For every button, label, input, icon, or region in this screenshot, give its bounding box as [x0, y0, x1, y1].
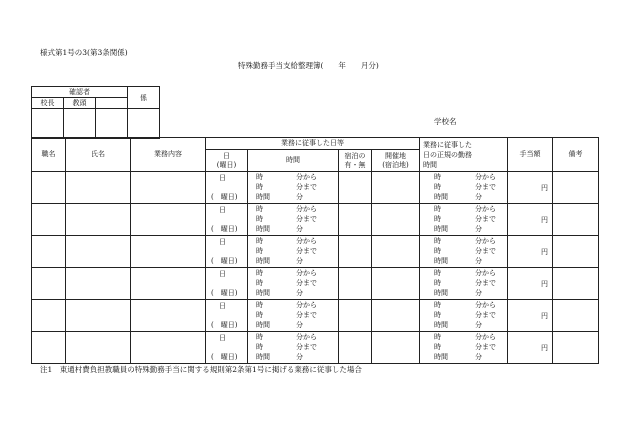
hour-label: 時: [434, 269, 441, 277]
duration-hours-label: 時間: [434, 193, 448, 201]
name-cell[interactable]: [66, 300, 131, 332]
header-overnight-line1: 宿泊の: [344, 151, 366, 160]
allowance-cell[interactable]: [508, 172, 553, 204]
position-cell[interactable]: [32, 204, 66, 236]
remarks-cell[interactable]: [553, 300, 599, 332]
hour-label: 時: [256, 205, 263, 213]
duration-hours-label: 時間: [434, 353, 448, 361]
position-cell[interactable]: [32, 268, 66, 300]
allowance-cell[interactable]: [508, 204, 553, 236]
from-label: 分から: [296, 237, 317, 245]
duration-minutes-label: 分: [296, 289, 303, 297]
date-cell[interactable]: [206, 300, 248, 332]
extra-stamp-cell[interactable]: [96, 109, 128, 139]
hour-label: 時: [256, 215, 263, 223]
day-label: 日: [219, 270, 226, 278]
duration-minutes-label: 分: [296, 353, 303, 361]
duration-hours-label: 時間: [256, 257, 270, 265]
duration-minutes-label: 分: [296, 257, 303, 265]
to-label: 分まで: [475, 183, 496, 191]
header-engaged-group: 業務に従事した日等: [206, 138, 420, 150]
time-cell[interactable]: [248, 332, 339, 364]
time-cell[interactable]: [248, 172, 339, 204]
position-cell[interactable]: [32, 300, 66, 332]
from-label: 分から: [475, 269, 496, 277]
overnight-cell[interactable]: [339, 268, 372, 300]
day-label: 日: [219, 206, 226, 214]
time-cell[interactable]: [248, 300, 339, 332]
from-label: 分から: [475, 333, 496, 341]
remarks-cell[interactable]: [553, 268, 599, 300]
name-cell[interactable]: [66, 204, 131, 236]
to-label: 分まで: [296, 215, 317, 223]
to-label: 分まで: [296, 183, 317, 191]
regular-hours-cell[interactable]: [420, 236, 508, 268]
hour-label: 時: [256, 343, 263, 351]
table-row: [32, 204, 599, 236]
weekday-label: ( 曜日): [211, 353, 238, 361]
duration-hours-label: 時間: [256, 225, 270, 233]
form-number: 様式第1号の3(第3条関係): [40, 48, 128, 57]
header-time: 時間: [248, 150, 339, 172]
venue-cell[interactable]: [372, 236, 420, 268]
table-row: [32, 332, 599, 364]
duty-cell[interactable]: [131, 300, 206, 332]
duration-hours-label: 時間: [434, 257, 448, 265]
duration-hours-label: 時間: [434, 289, 448, 297]
to-label: 分まで: [475, 311, 496, 319]
header-regular-line1: 業務に従事した: [423, 140, 472, 149]
allowance-cell[interactable]: [508, 268, 553, 300]
time-cell[interactable]: [248, 268, 339, 300]
allowance-cell[interactable]: [508, 300, 553, 332]
name-cell[interactable]: [66, 172, 131, 204]
regular-hours-cell[interactable]: [420, 172, 508, 204]
weekday-label: ( 曜日): [211, 193, 238, 201]
time-cell[interactable]: [248, 236, 339, 268]
venue-cell[interactable]: [372, 172, 420, 204]
hour-label: 時: [434, 301, 441, 309]
to-label: 分まで: [475, 247, 496, 255]
head-teacher-label: 教頭: [64, 98, 96, 109]
date-cell[interactable]: [206, 236, 248, 268]
principal-stamp-cell[interactable]: [32, 109, 64, 139]
yen-label: 円: [541, 215, 548, 224]
venue-cell[interactable]: [372, 268, 420, 300]
remarks-cell[interactable]: [553, 172, 599, 204]
duration-hours-label: 時間: [256, 353, 270, 361]
duty-cell[interactable]: [131, 204, 206, 236]
duty-cell[interactable]: [131, 332, 206, 364]
header-venue: [372, 150, 420, 172]
header-date: [206, 150, 248, 172]
from-label: 分から: [296, 301, 317, 309]
duration-minutes-label: 分: [296, 225, 303, 233]
approval-blank: [96, 98, 128, 109]
hour-label: 時: [434, 343, 441, 351]
yen-label: 円: [541, 247, 548, 256]
remarks-cell[interactable]: [553, 332, 599, 364]
hour-label: 時: [434, 237, 441, 245]
from-label: 分から: [296, 333, 317, 341]
venue-cell[interactable]: [372, 300, 420, 332]
day-label: 日: [219, 302, 226, 310]
duration-minutes-label: 分: [475, 321, 482, 329]
header-position: 職名: [32, 138, 66, 172]
head-teacher-stamp-cell[interactable]: [64, 109, 96, 139]
remarks-cell[interactable]: [553, 236, 599, 268]
regular-hours-cell[interactable]: [420, 300, 508, 332]
date-cell[interactable]: [206, 268, 248, 300]
header-date-line2: (曜日): [216, 160, 237, 169]
duration-minutes-label: 分: [475, 225, 482, 233]
weekday-label: ( 曜日): [211, 289, 238, 297]
header-venue-line2: (宿泊地): [382, 160, 409, 169]
hour-label: 時: [434, 173, 441, 181]
to-label: 分まで: [296, 311, 317, 319]
position-cell[interactable]: [32, 172, 66, 204]
hour-label: 時: [434, 183, 441, 191]
overnight-cell[interactable]: [339, 236, 372, 268]
hour-label: 時: [256, 247, 263, 255]
day-label: 日: [219, 174, 226, 182]
allowance-cell[interactable]: [508, 236, 553, 268]
time-cell[interactable]: [248, 204, 339, 236]
footnote: 注1 東通村費負担教職員の特殊勤務手当に関する規則第2条第1号に掲げる業務に従事した場合: [40, 365, 362, 374]
from-label: 分から: [475, 205, 496, 213]
date-cell[interactable]: [206, 332, 248, 364]
header-overnight: [339, 150, 372, 172]
duty-cell[interactable]: [131, 172, 206, 204]
from-label: 分から: [296, 269, 317, 277]
document-title: 特殊勤務手当支給整理簿( 年 月分): [238, 61, 379, 70]
name-cell[interactable]: [66, 268, 131, 300]
hour-label: 時: [434, 215, 441, 223]
duration-minutes-label: 分: [296, 193, 303, 201]
venue-cell[interactable]: [372, 332, 420, 364]
regular-hours-cell[interactable]: [420, 268, 508, 300]
duration-hours-label: 時間: [256, 289, 270, 297]
overnight-cell[interactable]: [339, 332, 372, 364]
day-label: 日: [219, 334, 226, 342]
duration-minutes-label: 分: [475, 257, 482, 265]
date-cell[interactable]: [206, 204, 248, 236]
table-row: [32, 300, 599, 332]
to-label: 分まで: [296, 247, 317, 255]
duration-hours-label: 時間: [434, 321, 448, 329]
position-cell[interactable]: [32, 236, 66, 268]
hour-label: 時: [256, 279, 263, 287]
hour-label: 時: [256, 183, 263, 191]
day-label: 日: [219, 238, 226, 246]
hour-label: 時: [256, 333, 263, 341]
hour-label: 時: [434, 247, 441, 255]
to-label: 分まで: [475, 279, 496, 287]
venue-cell[interactable]: [372, 204, 420, 236]
to-label: 分まで: [475, 343, 496, 351]
position-cell[interactable]: [32, 332, 66, 364]
hour-label: 時: [256, 301, 263, 309]
overnight-cell[interactable]: [339, 300, 372, 332]
duration-hours-label: 時間: [434, 225, 448, 233]
duration-hours-label: 時間: [256, 321, 270, 329]
hour-label: 時: [256, 173, 263, 181]
duration-hours-label: 時間: [256, 193, 270, 201]
from-label: 分から: [296, 173, 317, 181]
table-row: [32, 172, 599, 204]
table-body: [32, 138, 599, 364]
header-duty: 業務内容: [131, 138, 206, 172]
hour-label: 時: [256, 237, 263, 245]
overnight-cell[interactable]: [339, 204, 372, 236]
hour-label: 時: [256, 311, 263, 319]
table-row: [32, 268, 599, 300]
to-label: 分まで: [475, 215, 496, 223]
from-label: 分から: [475, 173, 496, 181]
regular-hours-cell[interactable]: [420, 332, 508, 364]
hour-label: 時: [434, 279, 441, 287]
remarks-cell[interactable]: [553, 204, 599, 236]
duration-minutes-label: 分: [296, 321, 303, 329]
header-remarks: 備考: [553, 138, 599, 172]
from-label: 分から: [296, 205, 317, 213]
header-venue-line1: 開催地: [385, 151, 406, 160]
header-date-line1: 日: [223, 151, 230, 160]
header-name: 氏名: [66, 138, 131, 172]
clerk-label: 係: [128, 87, 160, 109]
hour-label: 時: [434, 333, 441, 341]
hour-label: 時: [256, 269, 263, 277]
duration-minutes-label: 分: [475, 289, 482, 297]
regular-hours-cell[interactable]: [420, 204, 508, 236]
weekday-label: ( 曜日): [211, 225, 238, 233]
approval-stamp-table: [31, 86, 160, 139]
principal-label: 校長: [32, 98, 64, 109]
yen-label: 円: [541, 279, 548, 288]
header-allowance: 手当額: [508, 138, 553, 172]
weekday-label: ( 曜日): [211, 257, 238, 265]
yen-label: 円: [541, 343, 548, 352]
duration-minutes-label: 分: [475, 353, 482, 361]
duty-cell[interactable]: [131, 268, 206, 300]
hour-label: 時: [434, 311, 441, 319]
clerk-stamp-cell[interactable]: [128, 109, 160, 139]
header-overnight-line2: 有・無: [344, 160, 366, 169]
overnight-cell[interactable]: [339, 172, 372, 204]
header-regular-line2: 日の正規の勤務: [423, 150, 472, 159]
table-row: [32, 236, 599, 268]
weekday-label: ( 曜日): [211, 321, 238, 329]
duty-cell[interactable]: [131, 236, 206, 268]
date-cell[interactable]: [206, 172, 248, 204]
to-label: 分まで: [296, 279, 317, 287]
from-label: 分から: [475, 237, 496, 245]
to-label: 分まで: [296, 343, 317, 351]
allowance-table: [31, 137, 599, 364]
hour-label: 時: [434, 205, 441, 213]
school-name-label: 学校名: [434, 117, 457, 126]
approval-header: 確認者: [32, 87, 128, 98]
yen-label: 円: [541, 311, 548, 320]
allowance-cell[interactable]: [508, 332, 553, 364]
name-cell[interactable]: [66, 332, 131, 364]
from-label: 分から: [475, 301, 496, 309]
header-regular-hours: [420, 138, 508, 172]
header-regular-line3: 時間: [423, 160, 437, 169]
duration-minutes-label: 分: [475, 193, 482, 201]
yen-label: 円: [541, 183, 548, 192]
name-cell[interactable]: [66, 236, 131, 268]
